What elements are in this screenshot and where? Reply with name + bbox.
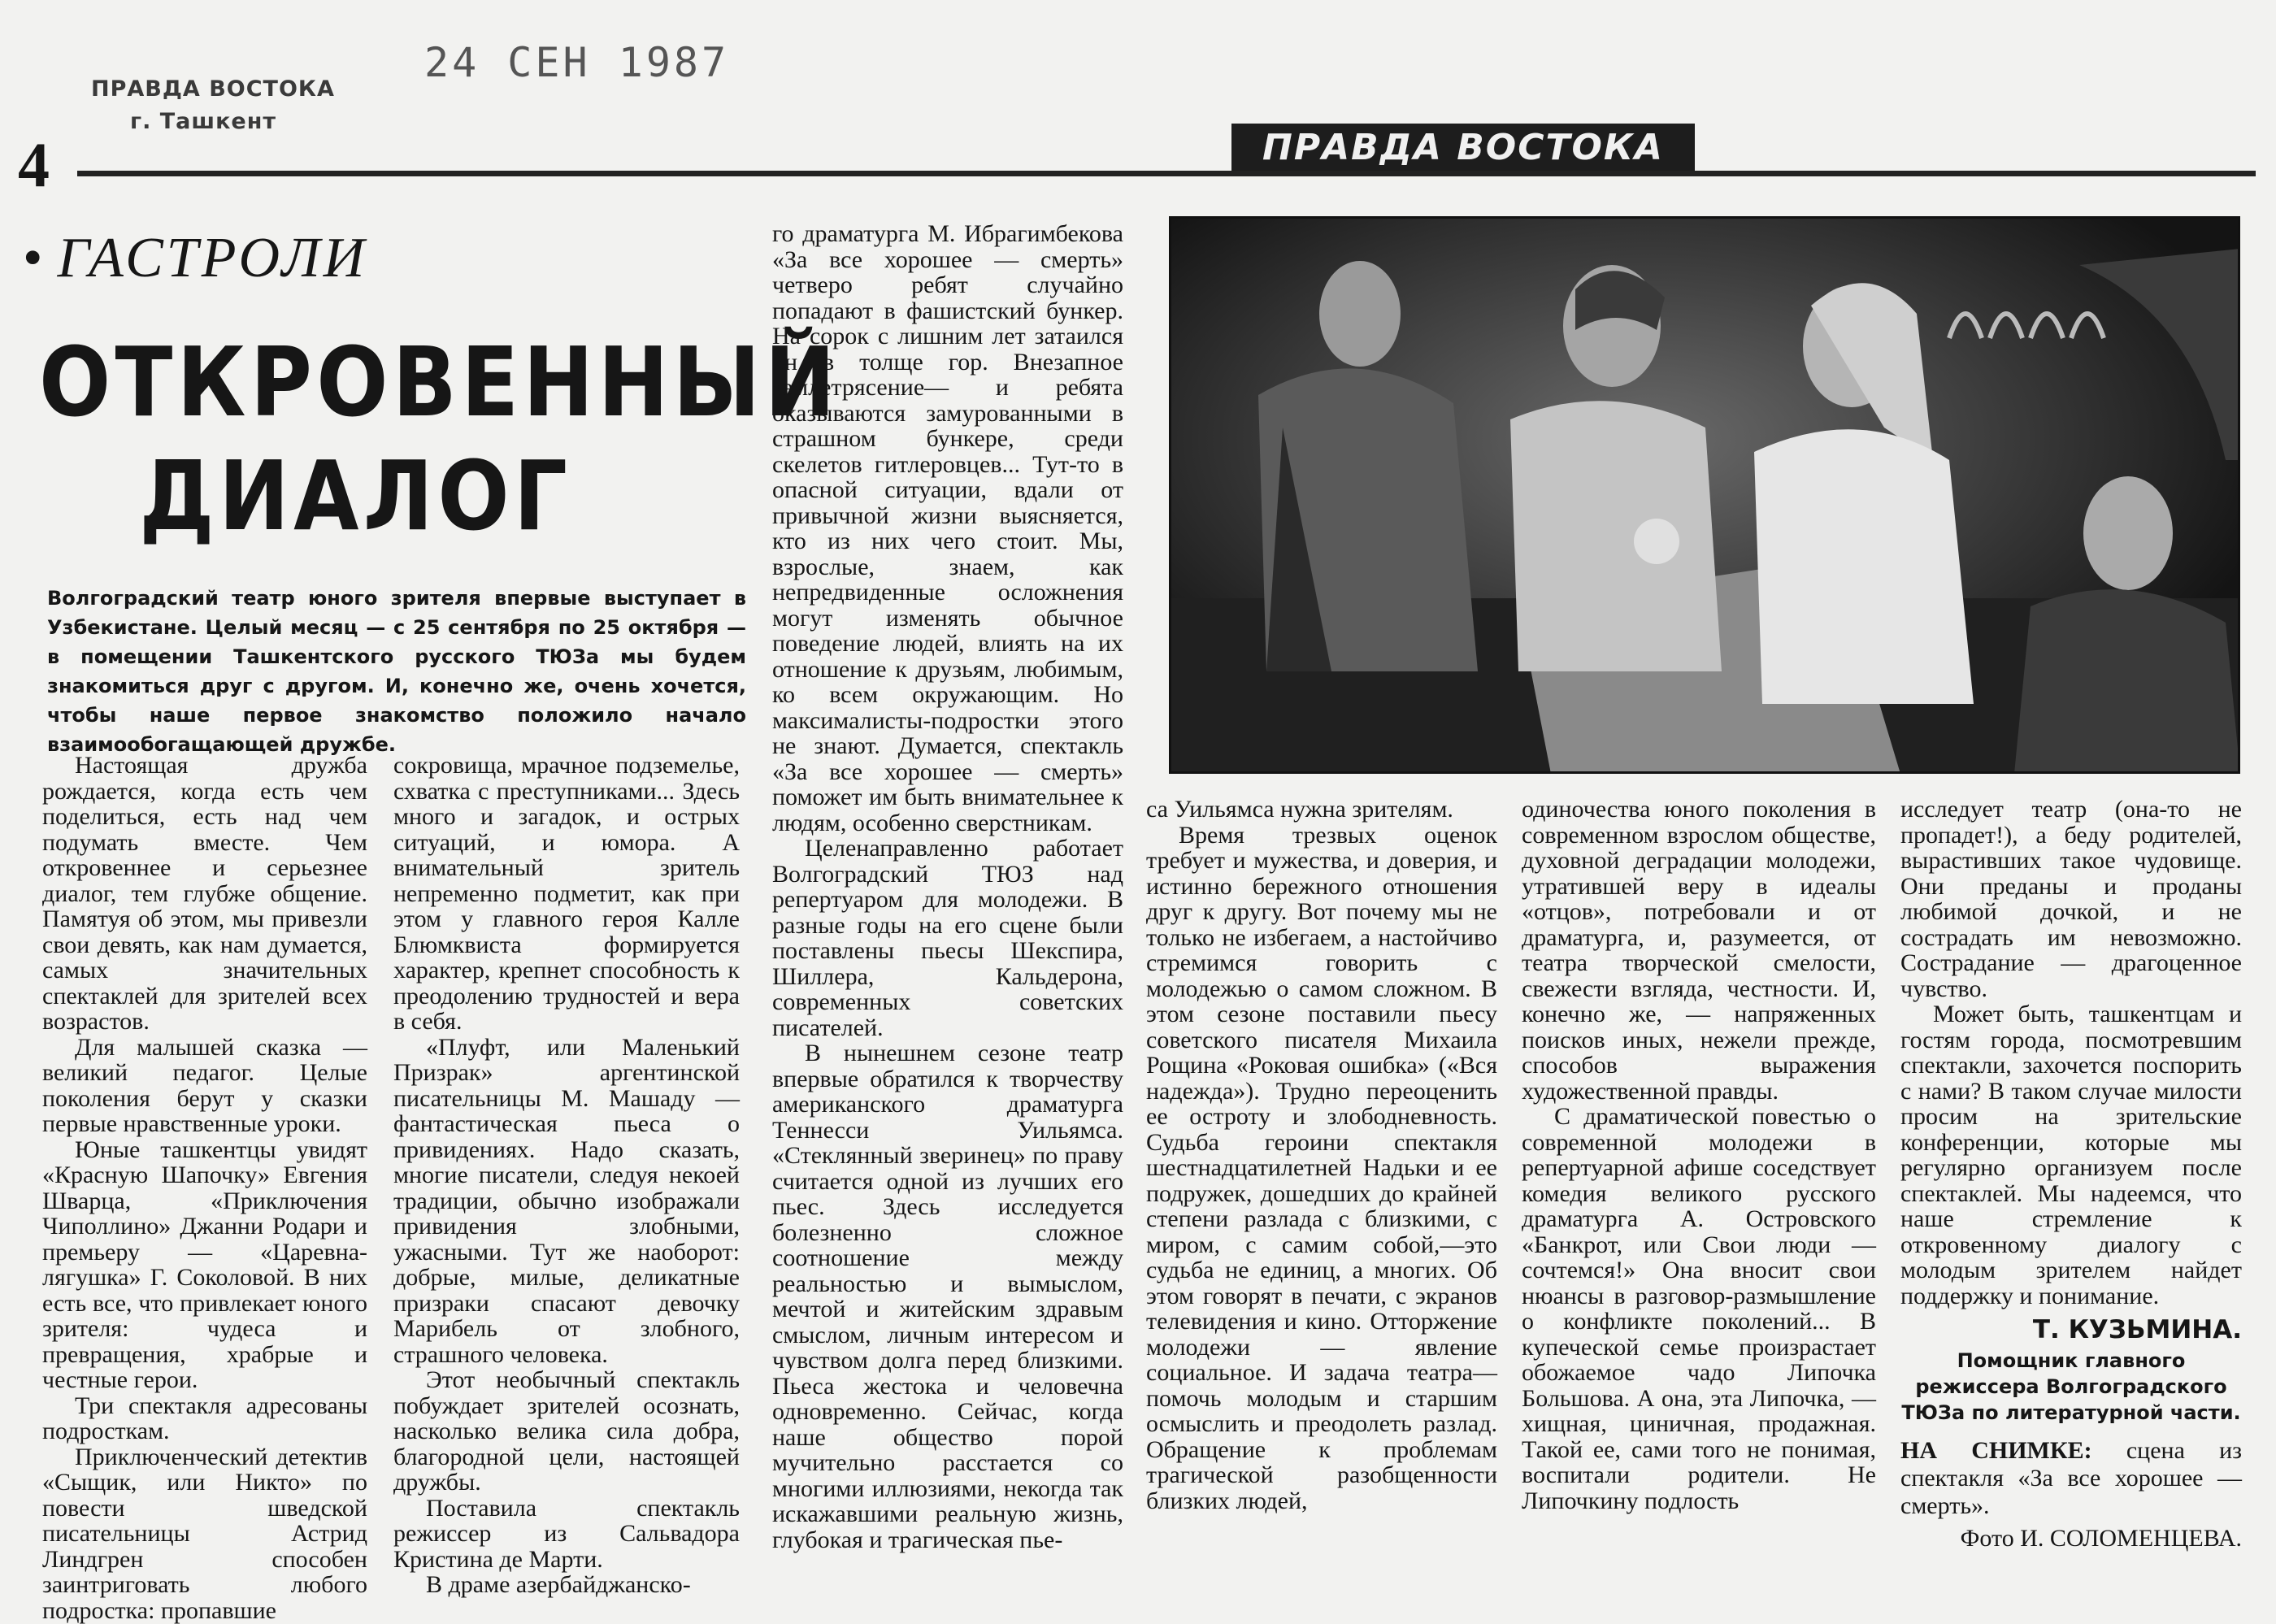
paragraph: «Плуфт, или Маленький Призрак» аргентинской писательницы М. Машаду — фантастическая пьеса о привидениях. Надо сказать, многие писатели, следуя некоей традиции, обычно изображали привидения злобными, ужасными. Тут же наоборот: добрые, милые, деликатные призраки спасают девочку Марибель от злобного, страшного человека. (393, 1033, 740, 1368)
paragraph: го драматурга М. Ибрагимбекова «За все хорошее — смерть» четверо ребят случайно попадают в фашистский бункер. На сорок с лишним лет затаился он в толще гор. Внезапное землетрясение— и ребята оказываются замурованными в страшном бункере, среди скелетов гитлеровцев... Тут-то в опасной ситуации, вдали от привычной жизни выясняется, кто из них чего стоит. Мы, взрослые, знаем, как непредвиденные осложнения могут изменять обычное поведение людей, влиять на их отношение к друзьям, любимым, ко всем окружающим. Но максималисты-подростки этого не знают. Думается, спектакль «За все хорошее — смерть» поможет им быть внимательнее к людям, особенно сверстникам. (772, 220, 1123, 836)
author-position: Помощник главного режиссера Волгоградского ТЮЗа по литературной части. (1901, 1349, 2241, 1424)
headline-line1: ОТКРОВЕННЫЙ (39, 326, 840, 438)
paragraph: одиночества юного поколения в современном взрослом обществе, духовной деградации молодежи, утратившей веру в идеалы «отцов», потребовали и от драматурга, и, разумеется, от театра творческой смелости, свежести взгляда, честности. И, конечно же, — напряженных поисков иных, нежели прежде, способов выражения художественной правды. (1522, 796, 1876, 1105)
column-6-body (1900, 797, 2242, 1309)
text-column-4 (1146, 797, 1497, 1513)
header-rule (77, 171, 2256, 176)
page-number: 4 (18, 129, 50, 200)
paragraph: Этот необычный спектакль побуждает зрителей осознать, насколько велика сила добра, благородной цели, настоящей дружбы. (393, 1366, 740, 1496)
caption-text: сцена из спектакля «За все хорошее — смерть». (1900, 1437, 2243, 1519)
paragraph: Поставила спектакль режиссер из Сальвадора Кристина де Марти. (393, 1494, 740, 1573)
paragraph: са Уильямса нужна зрителям. (1146, 796, 1453, 823)
library-stamp (91, 73, 335, 138)
paragraph: С драматической повестью о современной молодежи в репертуарной афише соседствует комедия великого русского драматурга А. Островского «Банкрот, или Свои люди — сочтемся!» Она вносит свои нюансы в разговор-размышление о конфликте поколений... В купеческой семье произрастает обожаемое чадо Липочка Большова. А она, эта Липочка, — хищная, циничная, продажная. Такой ее, сами того не понимая, воспитали родители. Не Липочкину подлость (1522, 1103, 1876, 1514)
newspaper-banner: ПРАВДА ВОСТОКА (1231, 124, 1695, 172)
photo-credit: Фото И. СОЛОМЕНЦЕВА. (1960, 1525, 2242, 1552)
text-column-6 (1900, 797, 2242, 1552)
paragraph: В нынешнем сезоне театр впервые обратился к творчеству американского драматурга Теннесси Уильямса. «Стеклянный зверинец» по праву считается одной из лучших его пьес. Здесь исследуется болезненно сложное соотношение между реальностью и вымыслом, мечтой и житейским здравым смыслом, личным интересом и чувством долга перед близкими. Пьеса жестока и человечна одновременно. Сейчас, когда наше общество порой мучительно расстается со многими иллюзиями, некогда так искажавшими реальную жизнь, глубокая и трагическая пье- (772, 1040, 1123, 1553)
headline-line2: ДИАЛОГ (139, 440, 572, 552)
rubric (23, 226, 367, 291)
paragraph: В драме азербайджанско- (426, 1571, 691, 1598)
photo-image (1169, 216, 2240, 774)
text-column-5 (1522, 797, 1876, 1513)
paragraph: Для малышей сказка — великий педагог. Целые поколения берут у сказки первые нравственные уроки. (42, 1033, 367, 1137)
stage-photo (1169, 216, 2240, 774)
stamp-city: г. Ташкент (130, 109, 277, 134)
paragraph: Юные ташкентцы увидят «Красную Шапочку» Евгения Шварца, «Приключения Чиполлино» Джанни Родари и премьеру — «Царевна-лягушка» Г. Соколовой. В них есть все, что привлекает юного зрителя: чудеса и превращения, храбрые и честные герои. (42, 1135, 367, 1393)
text-column-2 (393, 753, 740, 1598)
photo-caption (1900, 1437, 2242, 1520)
author-signature: Т. КУЗЬМИНА. (2032, 1315, 2242, 1344)
text-column-3 (772, 221, 1123, 1552)
bullet-icon: • (23, 227, 46, 289)
paragraph: Время трезвых оценок требует и мужества, и доверия, и истинно бережного отношения друг к другу. Вот почему мы не только не избегаем, а настойчиво стремимся говорить с молодежью о самом сложном. В этом сезоне поставили пьесу советского писателя Михаила Рощина «Роковая ошибка» («Вся надежда»). Трудно переоценить ее остроту и злободневность. Судьба героини спектакля шестнадцатилетней Надьки и ее подружек, дошедших до крайней степени разлада с близкими, с миром, с самим собой,—это судьба не единиц, а многих. Об этом говорят в печати, с экранов телевидения и кино. Отторжение молодежи — явление социальное. И задача театра—помочь молодым и старшим осмыслить и преодолеть разлад. Обращение к проблемам трагической разобщенности близких людей, (1146, 821, 1497, 1514)
stamp-newspaper: ПРАВДА ВОСТОКА (91, 76, 335, 102)
paragraph: Может быть, ташкентцам и гостям города, посмотревшим спектакли, захочется поспорить с нами? В таком случае милости просим на зрительские конференции, которые мы регулярно организуем после спектаклей. Мы надеемся, что наше стремление к откровенному диалогу с молодым зрителем найдет поддержку и понимание. (1900, 1001, 2242, 1309)
text-column-1 (42, 753, 367, 1623)
article-headline (39, 325, 840, 553)
paragraph: Настоящая дружба рождается, когда есть чем поделиться, есть над чем подумать вместе. Чем откровеннее и серьезнее диалог, тем глубже общение. Памятуя об этом, мы привезли свои девять, как нам думается, самых значительных спектаклей для зрителей всех возрастов. (42, 752, 367, 1035)
caption-label: НА СНИМКЕ: (1900, 1437, 2092, 1464)
article-lead: Волгоградский театр юного зрителя впервые выступает в Узбекистане. Целый месяц — с 25 сентября по 25 октября — в помещении Ташкентского русского ТЮЗа мы будем знакомиться друг с другом. И, конечно же, очень хочется, чтобы наше первое знакомство положило начало взаимообогащающей дружбе. (47, 587, 746, 756)
rubric-label: ГАСТРОЛИ (57, 227, 368, 289)
paragraph: Три спектакля адресованы подросткам. (42, 1392, 367, 1444)
paragraph: исследует театр (она-то не пропадет!), а беду родителей, вырастивших такое чудовище. Они преданы и проданы любимой дочкой, и не сострадать им невозможно. Сострадание — драгоценное чувство. (1900, 796, 2242, 1002)
paragraph: Приключенческий детектив «Сыщик, или Никто» по повести шведской писательницы Астрид Линдгрен способен заинтриговать любого подростка: пропавшие (42, 1443, 367, 1624)
paragraph: Целенаправленно работает Волгоградский ТЮЗ над репертуаром для молодежи. В разные годы на его сцене были поставлены пьесы Шекспира, Шиллера, Кальдерона, современных советских писателей. (772, 835, 1123, 1041)
date-stamp: 24 СЕН 1987 (424, 39, 730, 86)
paragraph: сокровища, мрачное подземелье, схватка с преступниками... Здесь много и загадок, и острых ситуаций, и юмора. А внимательный зритель непременно подметит, как при этом у главного героя Калле Блюмквиста формируется характер, крепнет способность к преодолению трудностей и вера в себя. (393, 752, 740, 1035)
